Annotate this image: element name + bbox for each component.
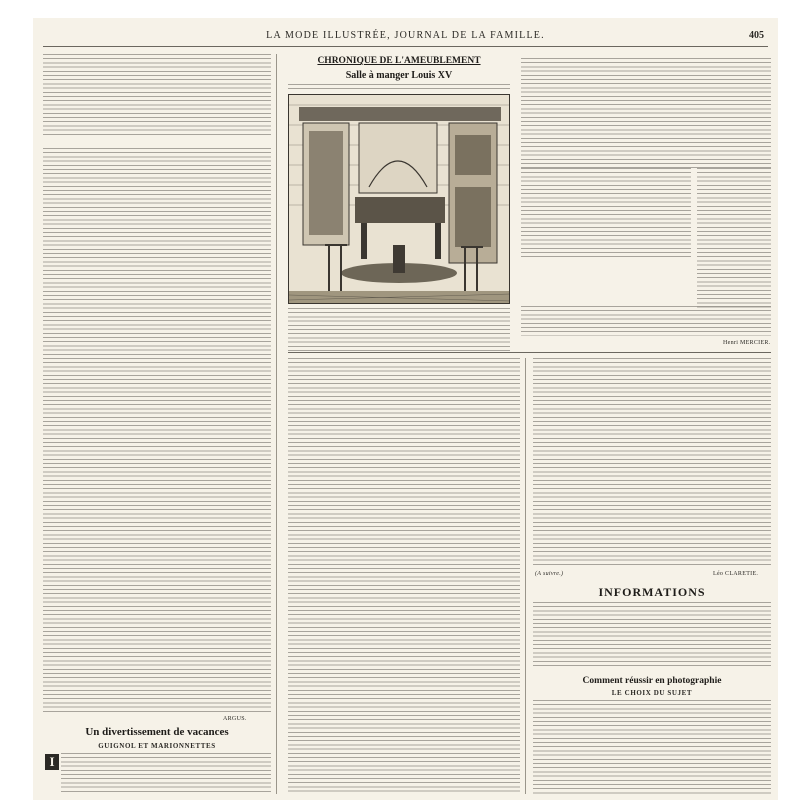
chronique-subtitle: Salle à manger Louis XV <box>345 70 453 81</box>
chronique-title: CHRONIQUE DE L'AMEUBLEMENT <box>317 56 481 66</box>
chronique-continued-text <box>533 358 771 568</box>
chronique-text-right-mid <box>521 168 691 258</box>
dropcap-letter: I <box>45 754 59 770</box>
chronique-text-right-narrow <box>697 168 771 308</box>
chronique-text-below <box>288 308 510 354</box>
header-rule <box>43 46 768 47</box>
text-block-guignol <box>61 753 271 794</box>
left-column <box>43 54 271 794</box>
column-divider-2 <box>525 358 526 794</box>
a-suivre: (A suivre.) <box>535 571 564 577</box>
informations-text <box>533 602 771 668</box>
column-divider-1 <box>276 54 277 794</box>
newspaper-page <box>33 18 778 800</box>
chronique-text-right-bottom <box>521 306 771 336</box>
guignol-continuation-text <box>288 358 520 794</box>
journal-title: LA MODE ILLUSTRÉE, JOURNAL DE LA FAMILLE. <box>266 30 545 41</box>
argus-signature: ARGUS. <box>223 716 247 722</box>
photographie-title: Comment réussir en photographie <box>582 676 722 686</box>
chronique-text-right-top <box>521 58 771 168</box>
divertissement-title: Un divertissement de vacances <box>85 726 229 738</box>
informations-title: INFORMATIONS <box>598 585 706 599</box>
text-block-contest-names <box>43 54 271 136</box>
engraving-drawing <box>289 95 510 304</box>
divertissement-subtitle: GUIGNOL ET MARIONNETTES <box>98 742 216 750</box>
running-header <box>33 30 778 44</box>
chronique-intro-text <box>288 84 510 92</box>
text-block-belgium <box>43 148 271 713</box>
dining-room-engraving <box>288 94 510 304</box>
section-rule <box>288 352 771 353</box>
claretie-signature: Léo CLARETIE. <box>713 571 759 577</box>
chronique-signature: Henri MERCIER. <box>723 340 771 346</box>
page-number: 405 <box>749 30 764 41</box>
photographie-text <box>533 700 771 794</box>
photographie-subtitle: LE CHOIX DU SUJET <box>611 689 693 697</box>
